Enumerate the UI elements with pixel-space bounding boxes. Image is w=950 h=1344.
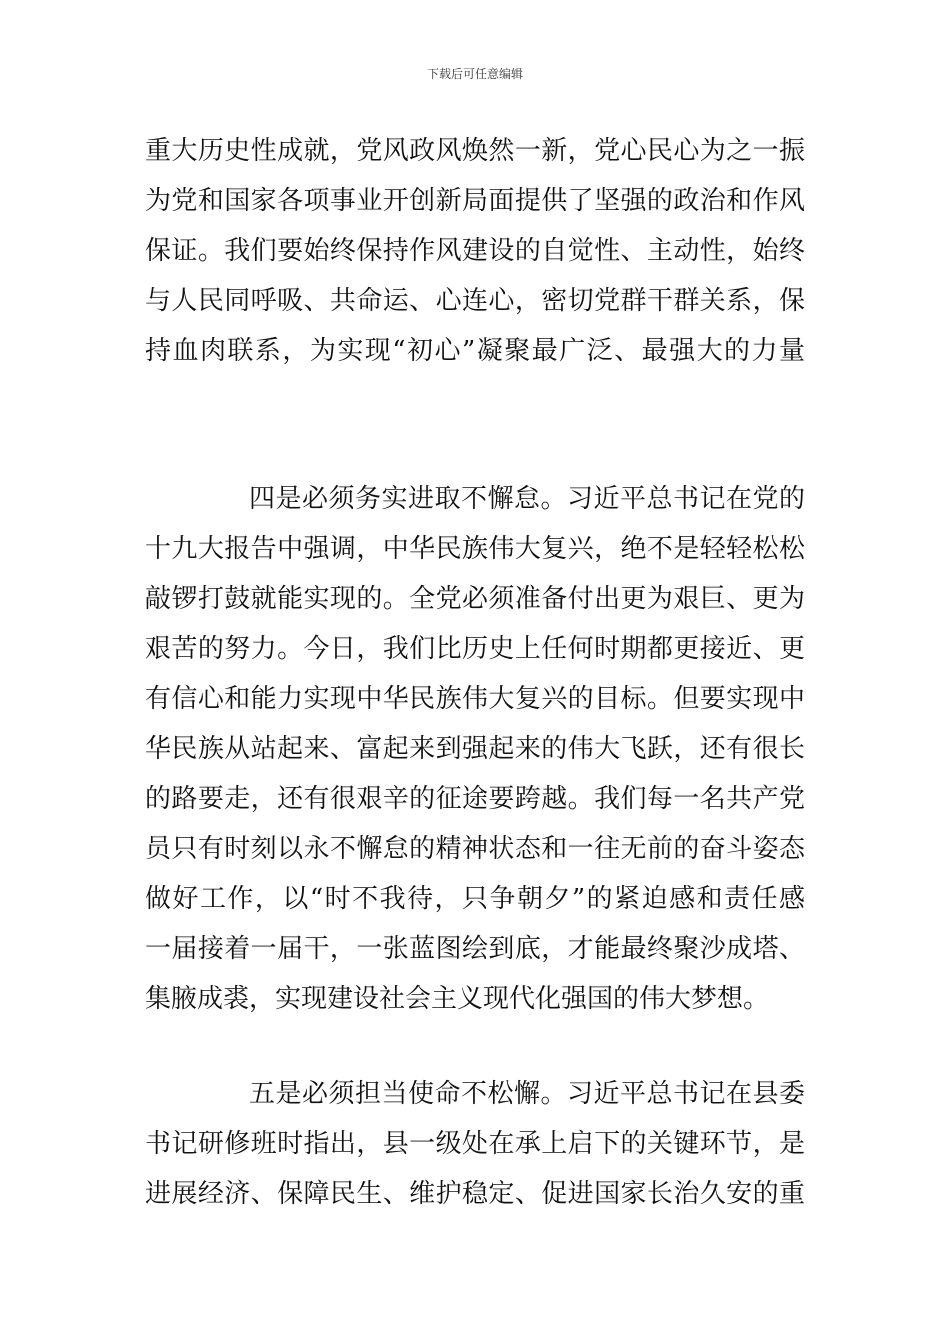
text-line: 书记研修班时指出，县一级处在承上启下的关键环节，是 <box>145 1129 805 1159</box>
text-line: 集腋成裘，实现建设社会主义现代化强国的伟大梦想。 <box>145 984 770 1014</box>
text-line: 与人民同呼吸、共命运、心连心，密切党群干群关系，保 <box>145 286 805 316</box>
paragraph-continued <box>145 126 805 376</box>
paragraph-five <box>145 1069 805 1219</box>
text-line: 持血肉联系，为实现“初心”凝聚最广泛、最强大的力量 <box>145 336 805 366</box>
text-line: 四是必须务实进取不懈怠。习近平总书记在党的 <box>249 484 805 514</box>
text-line: 艰苦的努力。今日，我们比历史上任何时期都更接近、更 <box>145 634 805 664</box>
text-line: 员只有时刻以永不懈怠的精神状态和一往无前的奋斗姿态 <box>145 834 805 864</box>
text-line: 进展经济、保障民生、维护稳定、促进国家长治久安的重 <box>145 1179 805 1209</box>
text-line: 有信心和能力实现中华民族伟大复兴的目标。但要实现中 <box>145 684 805 714</box>
paragraph-four <box>145 474 805 1024</box>
text-line: 华民族从站起来、富起来到强起来的伟大飞跃，还有很长 <box>145 734 805 764</box>
text-line: 五是必须担当使命不松懈。习近平总书记在县委 <box>249 1079 805 1109</box>
text-line: 保证。我们要始终保持作风建设的自觉性、主动性，始终 <box>145 236 805 266</box>
text-line: 为党和国家各项事业开创新局面提供了坚强的政治和作风 <box>145 186 805 216</box>
page-header: 下载后可任意编辑 <box>426 67 523 81</box>
text-line: 的路要走，还有很艰辛的征途要跨越。我们每一名共产党 <box>145 784 805 814</box>
text-line: 重大历史性成就，党风政风焕然一新，党心民心为之一振 <box>145 136 805 166</box>
text-line: 十九大报告中强调，中华民族伟大复兴，绝不是轻轻松松 <box>145 534 805 564</box>
text-line: 一届接着一届干，一张蓝图绘到底，才能最终聚沙成塔、 <box>145 934 805 964</box>
text-line: 敲锣打鼓就能实现的。全党必须准备付出更为艰巨、更为 <box>145 584 805 614</box>
text-line: 做好工作，以“时不我待，只争朝夕”的紧迫感和责任感 <box>145 884 805 914</box>
